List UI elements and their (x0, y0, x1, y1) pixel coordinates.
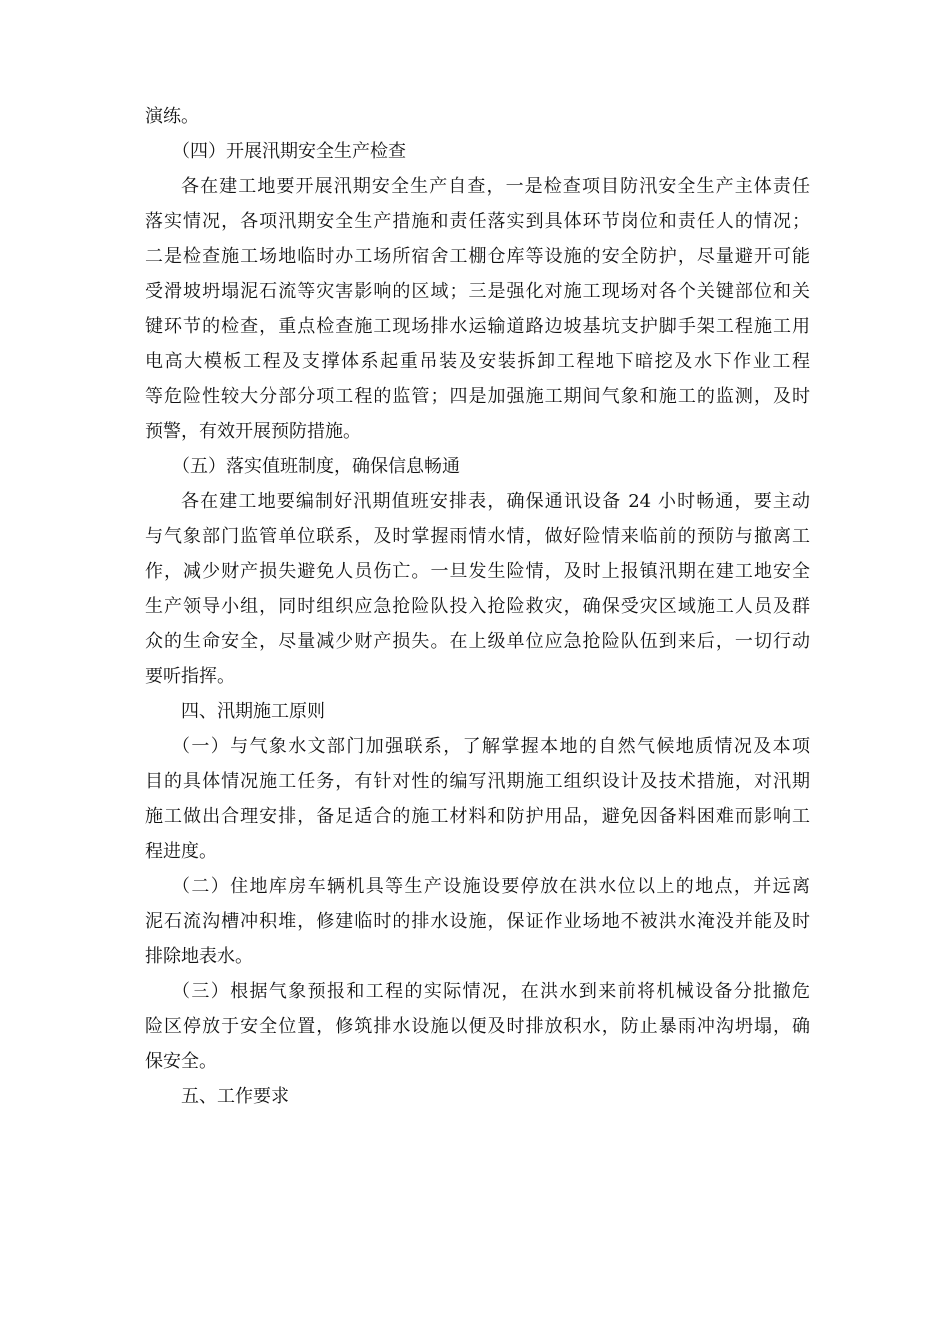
text-line: 目的具体情况施工任务，有针对性的编写汛期施工组织设计及技术措施，对汛期 (145, 771, 810, 792)
text-line: 要听指挥。 (145, 666, 235, 687)
text-line: 落实情况，各项汛期安全生产措施和责任落实到具体环节岗位和责任人的情况； (145, 211, 810, 232)
text-line: 四、汛期施工原则 (181, 701, 325, 722)
text-line: 施工做出合理安排，备足适合的施工材料和防护用品，避免因备料困难而影响工 (145, 806, 810, 827)
text-line: 演练。 (145, 106, 199, 127)
text-line: 等危险性较大分部分项工程的监管；四是加强施工期间气象和施工的监测，及时 (145, 386, 810, 407)
text-line: 受滑坡坍塌泥石流等灾害影响的区域；三是强化对施工现场对各个关键部位和关 (145, 281, 810, 302)
document-page (145, 99, 810, 1114)
text-line: 险区停放于安全位置，修筑排水设施以便及时排放积水，防止暴雨冲沟坍塌，确 (145, 1016, 810, 1037)
text-line: 五、工作要求 (181, 1086, 289, 1107)
text-line: （三）根据气象预报和工程的实际情况，在洪水到来前将机械设备分批撤危 (172, 981, 810, 1002)
text-line: 与气象部门监管单位联系，及时掌握雨情水情，做好险情来临前的预防与撤离工 (145, 526, 810, 547)
text-line: 程进度。 (145, 841, 217, 862)
text-line: 各在建工地要编制好汛期值班安排表，确保通讯设备 24 小时畅通，要主动 (181, 491, 810, 512)
text-line: 键环节的检查，重点检查施工现场排水运输道路边坡基坑支护脚手架工程施工用 (145, 316, 810, 337)
text-line: 预警，有效开展预防措施。 (145, 421, 361, 442)
text-line: 众的生命安全，尽量减少财产损失。在上级单位应急抢险队伍到来后，一切行动 (145, 631, 810, 652)
text-line: 各在建工地要开展汛期安全生产自查，一是检查项目防汛安全生产主体责任 (181, 176, 810, 197)
text-line: 作，减少财产损失避免人员伤亡。一旦发生险情，及时上报镇汛期在建工地安全 (145, 561, 810, 582)
text-line: 生产领导小组，同时组织应急抢险队投入抢险救灾，确保受灾区域施工人员及群 (145, 596, 810, 617)
text-line: 泥石流沟槽冲积堆，修建临时的排水设施，保证作业场地不被洪水淹没并能及时 (145, 911, 810, 932)
text-line: （一）与气象水文部门加强联系，了解掌握本地的自然气候地质情况及本项 (172, 736, 810, 757)
text-line: （二）住地库房车辆机具等生产设施设要停放在洪水位以上的地点，并远离 (172, 876, 810, 897)
text-line: （五）落实值班制度，确保信息畅通 (172, 456, 460, 477)
text-line: 保安全。 (145, 1051, 217, 1072)
text-line: 排除地表水。 (145, 946, 253, 967)
text-line: 电高大模板工程及支撑体系起重吊装及安装拆卸工程地下暗挖及水下作业工程 (145, 351, 810, 372)
text-line: 二是检查施工场地临时办工场所宿舍工棚仓库等设施的安全防护，尽量避开可能 (145, 246, 810, 267)
text-line: （四）开展汛期安全生产检查 (172, 141, 406, 162)
